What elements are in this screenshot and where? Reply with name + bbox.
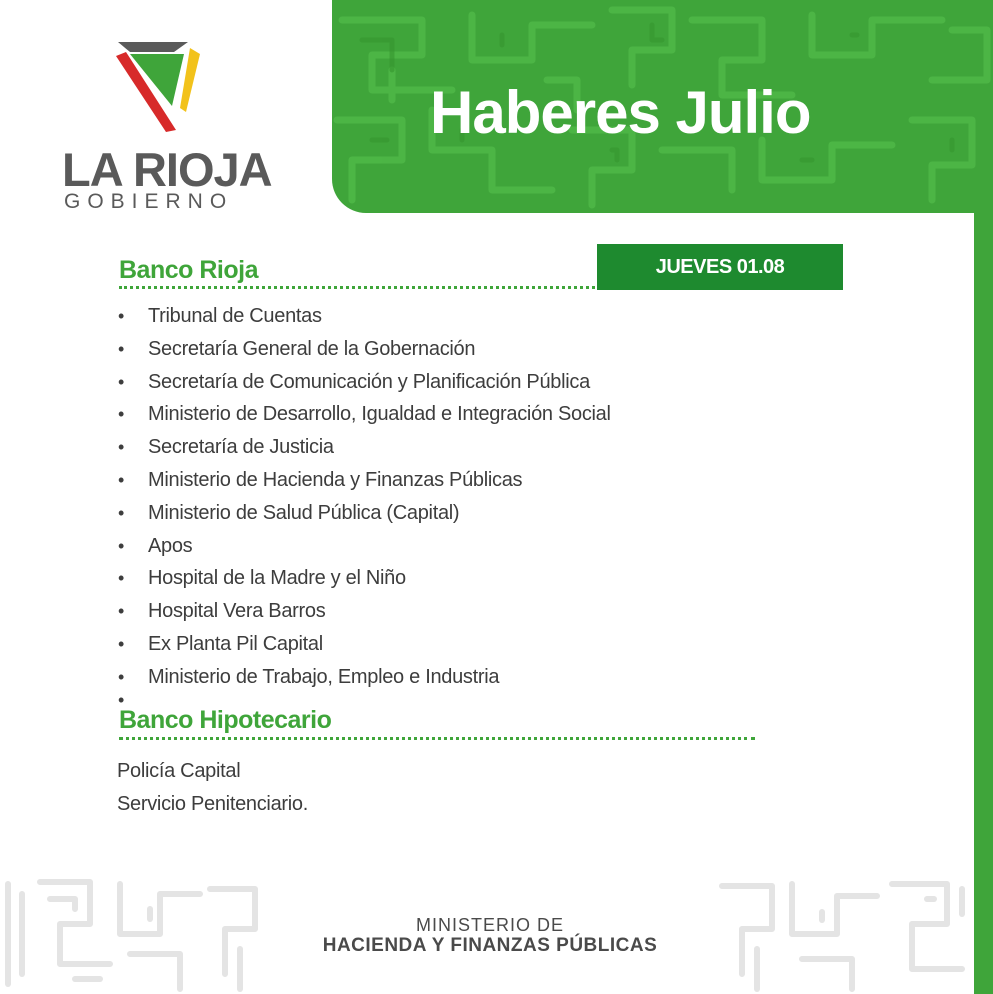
- bullet: •: [118, 306, 125, 326]
- bullet: •: [118, 568, 125, 589]
- list-item-text: Ministerio de Trabajo, Empleo e Industria: [148, 665, 500, 688]
- stray-bullet: •: [118, 690, 125, 710]
- bullet: •: [118, 535, 125, 556]
- bullet: •: [118, 502, 125, 523]
- la-rioja-logo: [62, 38, 272, 218]
- bullet: •: [118, 371, 125, 392]
- list-item: Servicio Penitenciario.: [117, 793, 308, 815]
- bullet: •: [118, 338, 125, 359]
- section-divider: [119, 737, 755, 740]
- list-item-text: Apos: [148, 534, 193, 557]
- bullet: •: [118, 469, 125, 490]
- list-item-text: Ministerio de Salud Pública (Capital): [148, 501, 460, 524]
- list-item-text: Ministerio de Hacienda y Finanzas Públicas: [148, 468, 523, 491]
- bullet: •: [118, 666, 125, 687]
- section-title-banco-rioja: Banco Rioja: [119, 256, 258, 284]
- logo-title: LA RIOJA: [62, 143, 272, 196]
- date-badge: JUEVES 01.08: [597, 244, 843, 290]
- decorative-pattern-left: [0, 874, 270, 994]
- bullet: •: [118, 404, 125, 425]
- list-item-text: Hospital Vera Barros: [148, 600, 326, 623]
- list-item-text: Secretaría de Comunicación y Planificación Pública: [148, 370, 590, 393]
- list-item-text: Ex Planta Pil Capital: [148, 632, 323, 655]
- bullet: •: [118, 633, 125, 654]
- section-title-banco-hipotecario: Banco Hipotecario: [119, 706, 332, 734]
- logo-subtitle: GOBIERNO: [64, 190, 234, 213]
- list-item: Policía Capital: [117, 760, 241, 782]
- list-item-text: Secretaría General de la Gobernación: [148, 337, 476, 360]
- footer-line-2: HACIENDA Y FINANZAS PÚBLICAS: [322, 935, 658, 956]
- bullet: •: [118, 437, 125, 458]
- right-green-stripe: [974, 213, 993, 994]
- la-rioja-logo-icon: [114, 38, 204, 134]
- footer-ministry: [250, 915, 730, 957]
- list-item-text: Secretaría de Justicia: [148, 436, 334, 459]
- list-item-text: Ministerio de Desarrollo, Igualdad e Integración Social: [148, 403, 611, 426]
- section-divider: [119, 286, 595, 289]
- header-banner: [332, 0, 993, 213]
- bullet: •: [118, 601, 125, 622]
- list-item-text: Hospital de la Madre y el Niño: [148, 567, 406, 590]
- list-item-text: Tribunal de Cuentas: [148, 305, 322, 327]
- decorative-pattern-right: [712, 874, 974, 994]
- page-title: Haberes Julio: [430, 79, 811, 146]
- footer-line-1: MINISTERIO DE: [415, 915, 564, 935]
